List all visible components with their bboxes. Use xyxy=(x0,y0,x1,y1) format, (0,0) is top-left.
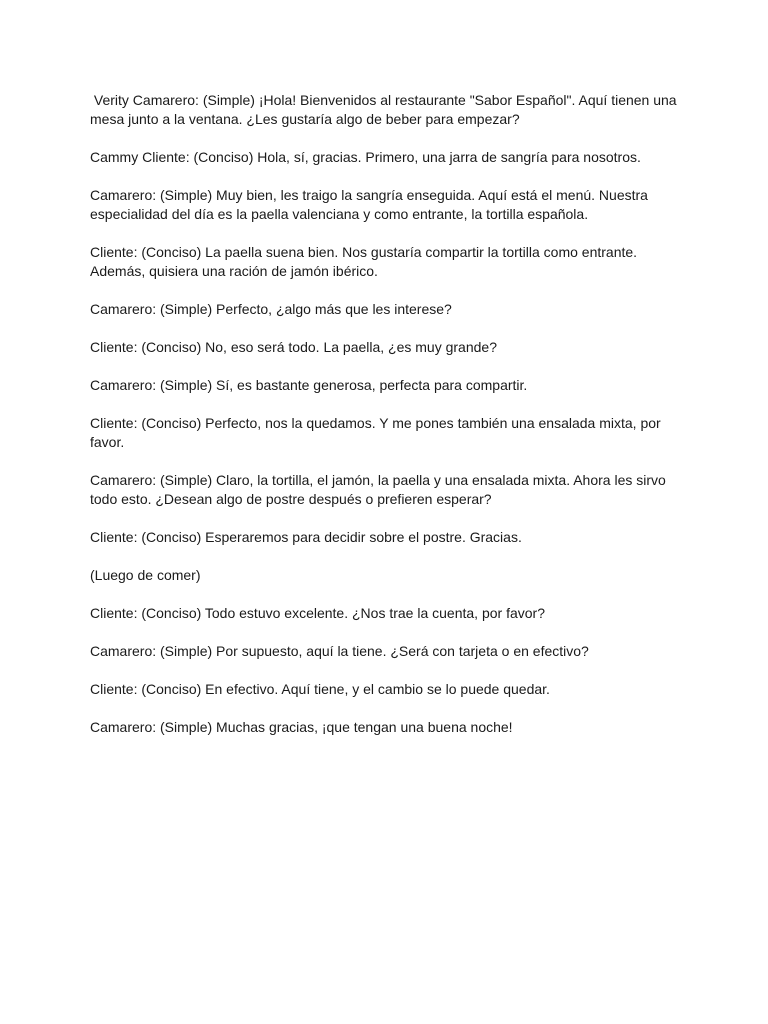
paragraph-9: Camarero: (Simple) Claro, la tortilla, el jamón, la paella y una ensalada mixta. Ahora les sirvo todo esto. ¿Desean algo de postre después o prefieren esperar? xyxy=(90,472,670,507)
paragraph-3: Camarero: (Simple) Muy bien, les traigo la sangría enseguida. Aquí está el menú. Nuestra especialidad del día es la paella valenciana y como entrante, la tortilla española. xyxy=(90,187,652,222)
paragraph-15: Camarero: (Simple) Muchas gracias, ¡que tengan una buena noche! xyxy=(90,719,513,735)
paragraph-8: Cliente: (Conciso) Perfecto, nos la quedamos. Y me pones también una ensalada mixta, por favor. xyxy=(90,415,665,450)
paragraph-2: Cammy Cliente: (Conciso) Hola, sí, gracias. Primero, una jarra de sangría para nosotros. xyxy=(90,149,641,165)
paragraph-12: Cliente: (Conciso) Todo estuvo excelente. ¿Nos trae la cuenta, por favor? xyxy=(90,605,545,621)
paragraph-11: (Luego de comer) xyxy=(90,567,201,583)
document-body xyxy=(90,91,680,756)
paragraph-13: Camarero: (Simple) Por supuesto, aquí la tiene. ¿Será con tarjeta o en efectivo? xyxy=(90,643,589,659)
paragraph-7: Camarero: (Simple) Sí, es bastante generosa, perfecta para compartir. xyxy=(90,377,528,393)
paragraph-1: Verity Camarero: (Simple) ¡Hola! Bienvenidos al restaurante "Sabor Español". Aquí tienen una mesa junto a la ventana. ¿Les gustaría algo de beber para empezar? xyxy=(90,92,681,127)
paragraph-6: Cliente: (Conciso) No, eso será todo. La paella, ¿es muy grande? xyxy=(90,339,497,355)
paragraph-14: Cliente: (Conciso) En efectivo. Aquí tiene, y el cambio se lo puede quedar. xyxy=(90,681,550,697)
paragraph-5: Camarero: (Simple) Perfecto, ¿algo más que les interese? xyxy=(90,301,452,317)
paragraph-4: Cliente: (Conciso) La paella suena bien. Nos gustaría compartir la tortilla como entrante. Además, quisiera una ración de jamón ibérico. xyxy=(90,244,641,279)
paragraph-10: Cliente: (Conciso) Esperaremos para decidir sobre el postre. Gracias. xyxy=(90,529,522,545)
